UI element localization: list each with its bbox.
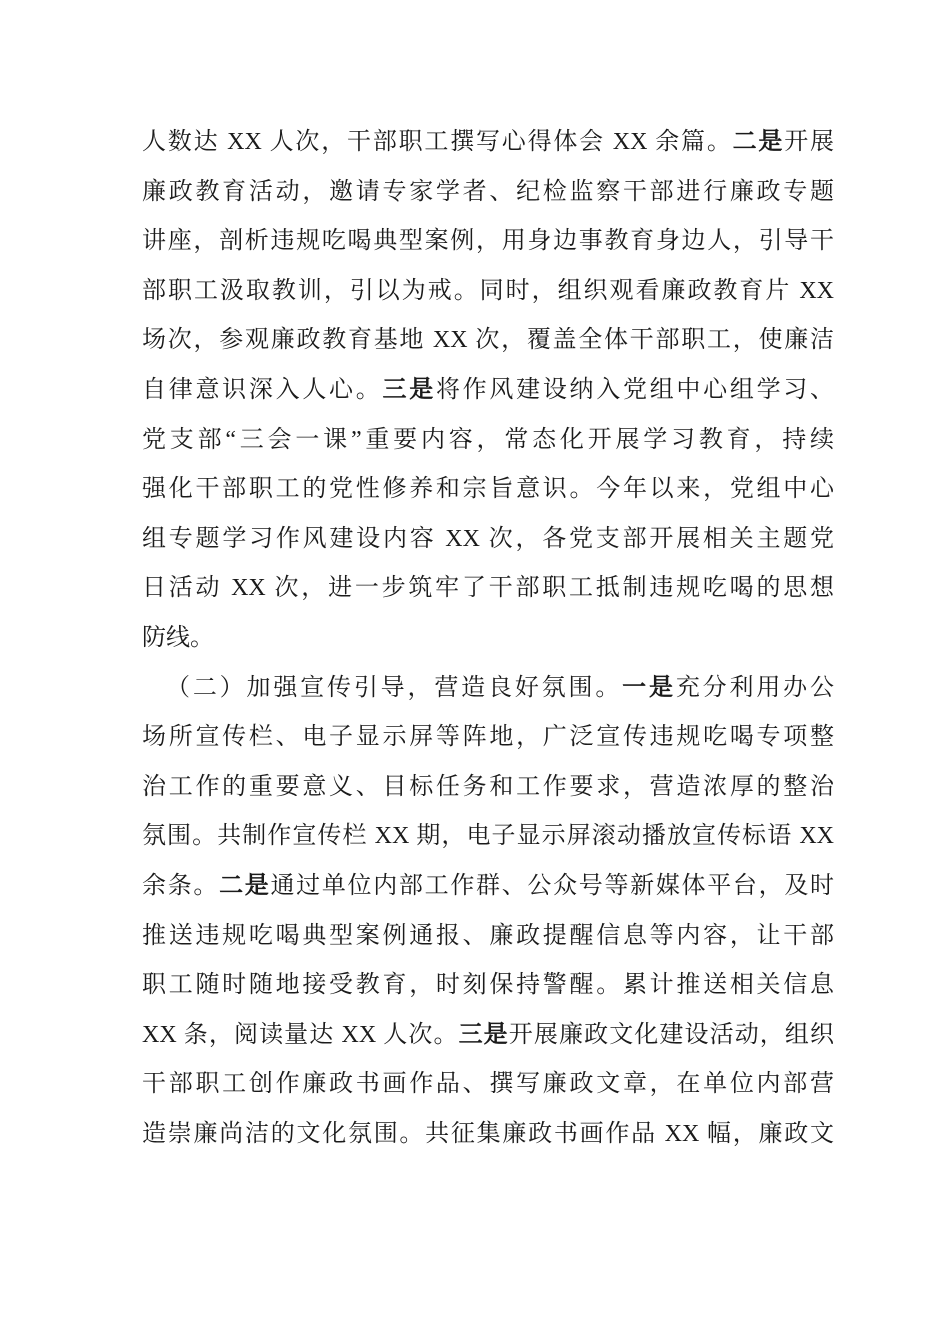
text-segment: 充分利用办公 bbox=[675, 674, 834, 701]
text-line bbox=[142, 961, 834, 1011]
text-segment: 开展廉政文化建设活动，组织 bbox=[508, 1021, 834, 1048]
bold-emphasis: 二是 bbox=[219, 872, 271, 899]
text-segment: 将作风建设纳入党组中心组学习、 bbox=[435, 376, 834, 403]
text-segment: 开展 bbox=[784, 129, 834, 155]
text-segment: 氛围。共制作宣传栏 XX 期，电子显示屏滚动播放宣传标语 XX bbox=[142, 823, 834, 850]
text-line bbox=[142, 763, 834, 813]
text-line bbox=[142, 912, 834, 962]
text-line bbox=[142, 366, 834, 416]
bold-emphasis: 三是 bbox=[382, 376, 436, 403]
text-line bbox=[142, 465, 834, 515]
text-segment: 治工作的重要意义、目标任务和工作要求，营造浓厚的整治 bbox=[142, 773, 834, 800]
text-line bbox=[142, 515, 834, 565]
text-line bbox=[142, 812, 834, 862]
text-segment: 场所宣传栏、电子显示屏等阵地，广泛宣传违规吃喝专项整 bbox=[142, 724, 834, 751]
text-segment: 造崇廉尚洁的文化氛围。共征集廉政书画作品 XX 幅，廉政文 bbox=[142, 1120, 834, 1147]
text-segment: 人数达 XX 人次，干部职工撰写心得体会 XX 余篇。 bbox=[142, 129, 733, 155]
text-segment: 推送违规吃喝典型案例通报、廉政提醒信息等内容，让干部 bbox=[142, 922, 834, 949]
text-line bbox=[142, 664, 834, 714]
text-line bbox=[142, 1060, 834, 1110]
text-segment: 防线。 bbox=[142, 624, 214, 651]
text-line bbox=[142, 1110, 834, 1160]
text-segment: 自律意识深入人心。 bbox=[142, 376, 383, 403]
text-line bbox=[142, 1011, 834, 1061]
text-segment: 组专题学习作风建设内容 XX 次，各党支部开展相关主题党 bbox=[142, 525, 834, 552]
bold-emphasis: 二是 bbox=[732, 129, 785, 155]
text-segment: 通过单位内部工作群、公众号等新媒体平台，及时 bbox=[270, 872, 834, 899]
text-line bbox=[142, 217, 834, 267]
text-line bbox=[142, 118, 834, 168]
bold-emphasis: 一是 bbox=[622, 674, 676, 701]
text-line bbox=[142, 614, 834, 664]
text-segment: 日活动 XX 次，进一步筑牢了干部职工抵制违规吃喝的思想 bbox=[142, 575, 834, 602]
text-segment: 党支部“三会一课”重要内容，常态化开展学习教育，持续 bbox=[142, 426, 834, 453]
text-segment: 部职工汲取教训，引以为戒。同时，组织观看廉政教育片 XX bbox=[142, 277, 834, 304]
text-segment: （二）加强宣传引导，营造良好氛围。 bbox=[166, 674, 623, 701]
text-segment: 讲座，剖析违规吃喝典型案例，用身边事教育身边人，引导干 bbox=[142, 228, 834, 255]
document-body bbox=[142, 118, 834, 1159]
bold-emphasis: 三是 bbox=[458, 1021, 509, 1048]
text-line bbox=[142, 416, 834, 466]
text-line bbox=[142, 316, 834, 366]
text-segment: 职工随时随地接受教育，时刻保持警醒。累计推送相关信息 bbox=[142, 972, 834, 999]
text-segment: 场次，参观廉政教育基地 XX 次，覆盖全体干部职工，使廉洁 bbox=[142, 327, 834, 354]
text-segment: 干部职工创作廉政书画作品、撰写廉政文章，在单位内部营 bbox=[142, 1071, 834, 1098]
text-segment: 强化干部职工的党性修养和宗旨意识。今年以来，党组中心 bbox=[142, 476, 834, 503]
text-segment: 余条。 bbox=[142, 872, 220, 899]
text-line bbox=[142, 862, 834, 912]
text-segment: 廉政教育活动，邀请专家学者、纪检监察干部进行廉政专题 bbox=[142, 178, 834, 205]
text-segment: XX 条，阅读量达 XX 人次。 bbox=[142, 1021, 459, 1048]
text-line bbox=[142, 564, 834, 614]
text-line bbox=[142, 713, 834, 763]
text-line bbox=[142, 168, 834, 218]
text-line bbox=[142, 267, 834, 317]
